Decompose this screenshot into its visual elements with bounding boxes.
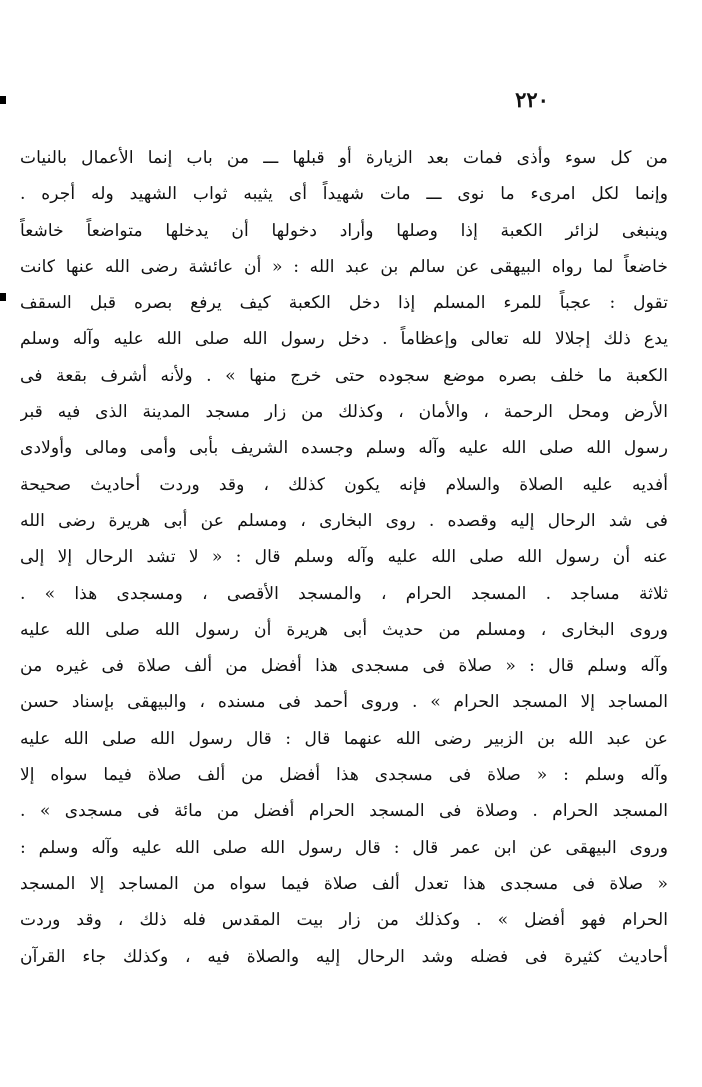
- text-line: فى شد الرحال إليه وقصده . روى البخارى ، ومسلم عن أبى هريرة رضى الله: [20, 510, 668, 531]
- body-text: [20, 140, 668, 975]
- text-line: وآله وسلم : « صلاة فى مسجدى هذا أفضل من ألف صلاة فيما سواه إلا: [20, 765, 668, 786]
- text-line: أحاديث كثيرة فى فضله وشد الرحال إليه والصلاة فيه ، وكذلك جاء القرآن: [20, 946, 668, 967]
- margin-mark: [0, 293, 6, 301]
- text-line: وإنما لكل امرىء ما نوى ـــ مات شهيداً أى يثيبه ثواب الشهيد وله أجره .: [20, 184, 668, 205]
- page-number: ٢٢٠: [515, 87, 549, 112]
- text-line: رسول الله صلى الله عليه وآله وسلم وجسده الشريف بأبى وأمى ومالى وأولادى: [20, 438, 668, 459]
- text-line: الأرض ومحل الرحمة ، والأمان ، وكذلك من زار مسجد المدينة الذى فيه قبر: [20, 402, 668, 423]
- text-line: وآله وسلم قال : « صلاة فى مسجدى هذا أفضل من ألف صلاة فى غيره من: [20, 656, 668, 677]
- text-line: خاضعاً لما رواه البيهقى عن سالم بن عبد الله : « أن عائشة رضى الله عنها كانت: [20, 256, 668, 277]
- text-line: الكعبة ما خلف بصره موضع سجوده حتى خرج منها » . ولأنه أشرف بقعة فى: [20, 365, 668, 386]
- text-line: تقول : عجباً للمرء المسلم إذا دخل الكعبة كيف يرفع بصره قبل السقف: [20, 293, 668, 314]
- text-line: أفديه عليه الصلاة والسلام فإنه يكون كذلك ، وقد وردت أحاديث صحيحة: [20, 474, 668, 495]
- text-line: الحرام فهو أفضل » . وكذلك من زار بيت المقدس فله ذلك ، وقد وردت: [20, 910, 668, 931]
- text-line: من كل سوء وأذى فمات بعد الزيارة أو قبلها ـــ من باب إنما الأعمال بالنيات: [20, 148, 668, 168]
- text-line: وروى البيهقى عن ابن عمر قال : قال رسول الله صلى الله عليه وآله وسلم :: [20, 837, 668, 858]
- text-line: المسجد الحرام . وصلاة فى المسجد الحرام أفضل من مائة فى مسجدى » .: [20, 801, 668, 822]
- text-line: ثلاثة مساجد . المسجد الحرام ، والمسجد الأقصى ، ومسجدى هذا » .: [20, 583, 668, 604]
- text-line: وينبغى لزائر الكعبة إذا وصلها وأراد دخولها أن يدخلها متواضعاً خاشعاً: [20, 220, 668, 241]
- text-line: المساجد إلا المسجد الحرام » . وروى أحمد فى مسنده ، والبيهقى بإسناد حسن: [20, 692, 668, 713]
- text-line: عنه أن رسول الله صلى الله عليه وآله وسلم قال : « لا تشد الرحال إلا إلى: [20, 547, 668, 568]
- text-line: « صلاة فى مسجدى هذا تعدل ألف صلاة فيما سواه من المساجد إلا المسجد: [20, 873, 668, 894]
- text-line: يدع ذلك إجلالا لله تعالى وإعظاماً . دخل رسول الله صلى الله عليه وآله وسلم: [20, 329, 668, 350]
- text-line: عن عبد الله بن الزبير رضى الله عنهما قال : قال رسول الله صلى الله عليه: [20, 728, 668, 749]
- text-line: وروى البخارى ، ومسلم من حديث أبى هريرة أن رسول الله صلى الله عليه: [20, 619, 668, 640]
- margin-mark: [0, 96, 6, 104]
